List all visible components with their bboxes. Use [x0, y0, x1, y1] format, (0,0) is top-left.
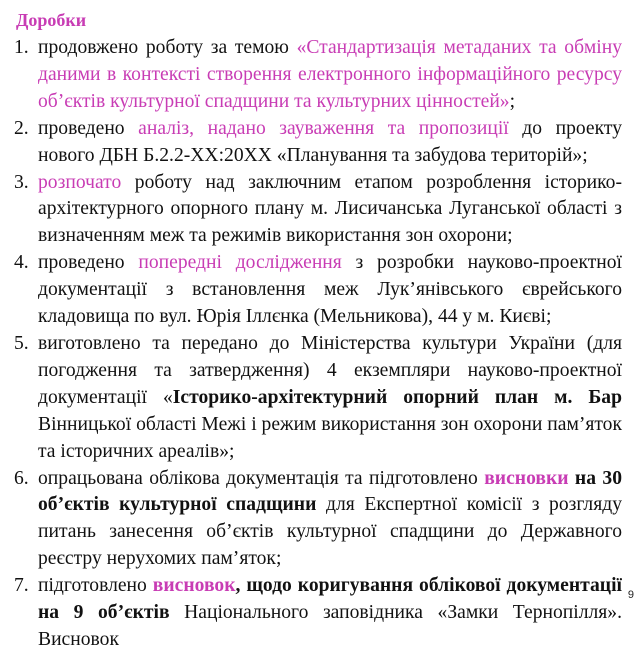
- item-text: продовжено роботу за темою: [38, 37, 297, 58]
- list-item: [14, 35, 622, 116]
- bold-text: Історико-архітектурний опорний план м. Бар: [172, 386, 622, 408]
- item-number: 6.: [14, 467, 29, 489]
- list-item: [14, 331, 622, 466]
- item-text: до проекту нового ДБН Б.2.2-ХХ:20ХХ «Планування та забудова територій»;: [38, 117, 622, 166]
- section-title: Доробки: [16, 10, 87, 30]
- item-number: 7.: [14, 575, 29, 597]
- list-item: [14, 170, 622, 251]
- bold-text: , щодо коригування облікової документації на 9 об’єктів: [38, 575, 622, 624]
- item-text: підготовлено: [38, 575, 153, 597]
- item-text: виготовлено та передано до Міністерства культури України (для погодження та затвердження) 4 екземпляри науково-проектної документації «: [38, 332, 622, 408]
- highlighted-text: «Стандартизація метаданих та обміну даними в контексті створення електронного інформаційного ресурсу об’єктів культурної спадщини та культурних цінностей»: [38, 37, 622, 112]
- item-number: 5.: [14, 332, 29, 354]
- achievements-list: [14, 35, 622, 654]
- item-text: з розробки науково-проектної документації з встановлення меж Лук’янівського єврейського кладовища по вул. Юрія Іллєнка (Мельникова), 44 у м. Києві;: [38, 252, 622, 328]
- list-item: [14, 116, 622, 170]
- item-text: Національного заповідника «Замки Тернопілля». Висновок: [38, 602, 622, 650]
- item-text: роботу над заключним етапом розроблення історико-архітектурного опорного плану м. Лисичанська Луганської області з визначенням меж та режимів використання зон охорони;: [38, 171, 622, 247]
- item-number: 1.: [14, 37, 29, 58]
- highlighted-text: аналіз, надано зауваження та пропозиції: [138, 117, 509, 139]
- item-number: 4.: [14, 252, 29, 274]
- item-text: Вінницької області Межі і режим використання зон охорони пам’яток та історичних ареалів»;: [38, 413, 622, 462]
- bold-text: на 30 об’єктів культурної спадщини: [38, 467, 622, 516]
- highlighted-text: попередні дослідження: [138, 252, 342, 274]
- highlighted-text: висновки: [484, 467, 569, 489]
- item-number: 2.: [14, 117, 29, 139]
- list-item: [14, 573, 622, 654]
- highlighted-text: висновок: [152, 575, 236, 597]
- page-number: 9: [627, 589, 634, 601]
- list-item: [14, 250, 622, 331]
- item-text: проведено: [38, 252, 139, 274]
- item-number: 3.: [14, 171, 29, 193]
- item-text: ;: [509, 90, 516, 112]
- item-text: проведено: [38, 117, 139, 139]
- highlighted-text: розпочато: [38, 171, 122, 193]
- item-text: для Експертної комісії з розгляду питань занесення об’єктів культурної спадщини до Державного реєстру нерухомих пам’яток;: [38, 494, 622, 570]
- item-text: опрацьована облікова документація та підготовлено: [38, 467, 485, 489]
- list-item: [14, 466, 622, 574]
